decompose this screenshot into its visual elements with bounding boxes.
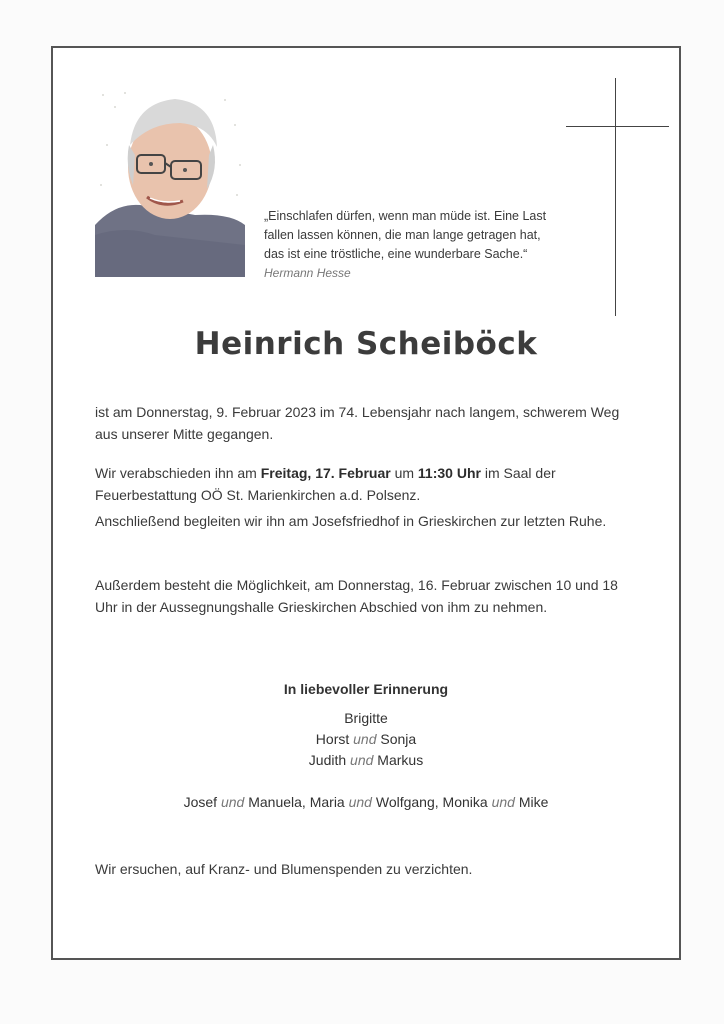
family-name: Monika [442,794,488,810]
family-name: Mike [518,794,549,810]
memory-heading: In liebevoller Erinnerung [283,681,449,697]
conjunction: und [491,794,515,810]
viewing-text: Außerdem besteht die Möglichkeit, am Donnerstag, 16. Februar zwischen 10 und 18 Uhr in der Aussegnungshalle Grieskirchen Abschied von ihm zu nehmen. [95,577,618,615]
farewell-prefix: Wir verabschieden ihn am [95,465,261,481]
burial-text: Anschließend begleiten wir ihn am Josefsfriedhof in Grieskirchen zur letzten Ruhe. [95,513,607,529]
family-name: Manuela [248,794,302,810]
family-name: Sonja [380,731,417,747]
portrait-photo [95,85,245,277]
quote-line: fallen lassen können, die man lange getragen hat, [264,228,541,242]
donation-request-text: Wir ersuchen, auf Kranz- und Blumenspenden zu verzichten. [95,861,473,877]
conjunction: und [348,794,372,810]
farewell-ceremony-text [95,462,635,506]
quote-line: das ist eine tröstliche, eine wunderbare Sache.“ [264,247,528,261]
family-couple [51,750,681,771]
cross-icon-vertical [615,78,616,316]
quote-line: „Einschlafen dürfen, wenn man müde ist. Eine Last [264,209,547,223]
death-notice-text: ist am Donnerstag, 9. Februar 2023 im 74. Lebensjahr nach langem, schwerem Weg aus unserer Mitte gegangen. [95,404,620,442]
family-name: Judith [308,752,347,768]
family-member-wife: Brigitte [344,710,388,726]
conjunction: und [220,794,245,810]
family-couple [51,729,681,750]
conjunction: und [350,752,374,768]
farewell-suffix: im Saal der Feuerbestattung OÖ St. Marienkirchen a.d. Polsenz. [95,465,556,503]
memorial-quote [264,207,604,283]
quote-author: Hermann Hesse [264,266,351,280]
family-name: Markus [377,752,424,768]
family-list [51,708,681,771]
family-name: Josef [183,794,218,810]
grandchildren-list: Josef und Manuela, Maria und Wolfgang, Monika und Mike [183,794,549,810]
farewell-date: Freitag, 17. Februar [260,465,391,481]
farewell-mid: um [390,465,418,481]
deceased-name: Heinrich Scheiböck [194,326,538,362]
family-name: Maria [309,794,345,810]
farewell-time: 11:30 Uhr [417,465,481,481]
cross-icon-horizontal [566,126,669,127]
family-name: Horst [315,731,350,747]
conjunction: und [353,731,377,747]
family-name: Wolfgang [375,794,435,810]
portrait-illustration [95,85,245,277]
